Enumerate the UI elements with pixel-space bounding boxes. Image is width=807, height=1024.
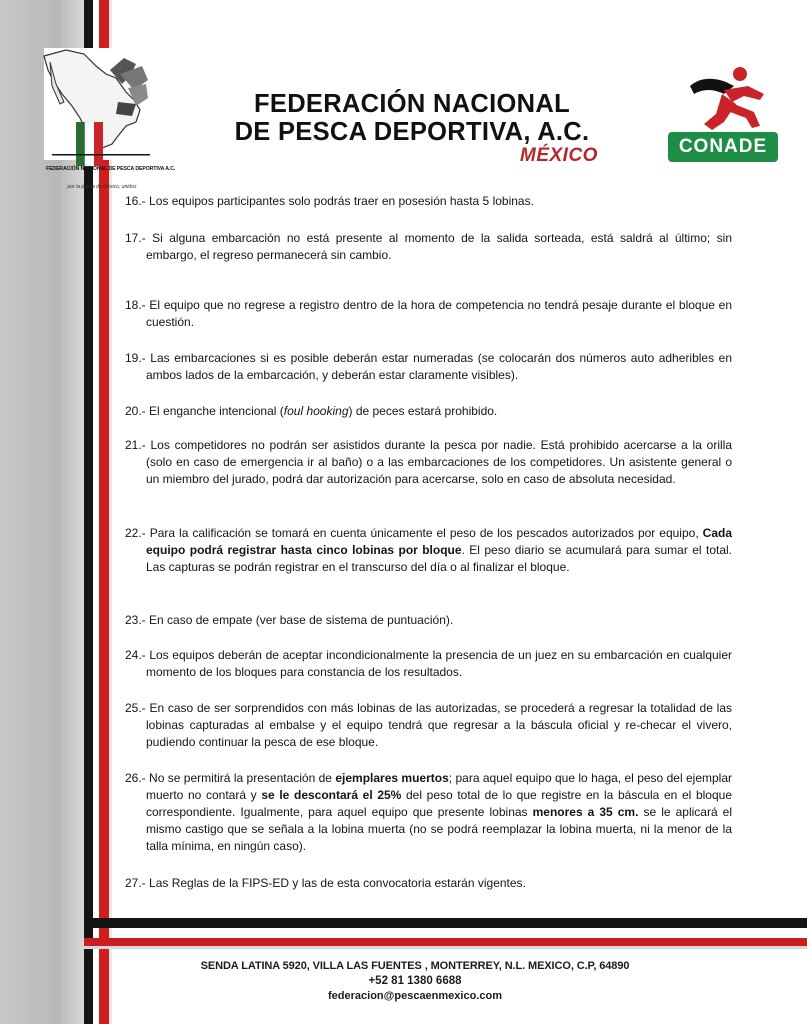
rule-23 [125,612,732,629]
rule-text: En caso de ser sorprendidos con más lobinas de las autorizadas, se procederá a regresar la totalidad de las lobinas capturadas al embalse y el equipo tendrá que regresar a la báscula oficial y re-checar el vivero, pudiendo continuar la pesca de ese bloque. [146,701,732,749]
rule-text: El equipo que no regrese a registro dentro de la hora de competencia no tendrá pesaje durante el bloque en cuestión. [146,298,733,329]
bottom-red-stripe [84,938,807,946]
conade-logo [664,64,780,168]
rule-text: Si alguna embarcación no está presente al momento de la salida sorteada, está saldrá al último; sin embargo, el regreso permanecerá sin cambio. [146,231,733,262]
rule-number: 16.- [125,194,150,208]
page-title [192,90,632,146]
rule-20 [125,403,732,420]
title-line-2: DE PESCA DEPORTIVA, A.C. [234,118,590,146]
rule-16 [125,193,732,210]
footer-email: federacion@pescaenmexico.com [328,990,502,1002]
rule-text: Los equipos participantes solo podrás traer en posesión hasta 5 lobinas. [149,194,534,208]
rule-text: El enganche intencional ( [149,404,284,418]
rule-17 [125,230,733,264]
rule-27 [125,875,732,892]
rule-number: 18.- [125,298,150,312]
rule-number: 20.- [125,404,150,418]
rule-number: 21.- [125,438,151,452]
rule-number: 17.- [125,231,153,245]
footer-phone: +52 81 1380 6688 [368,975,462,987]
rule-25 [125,700,732,751]
rule-26 [125,770,733,855]
rule-22 [125,525,733,576]
title-country: MÉXICO [520,145,598,166]
rule-text: Los equipos deberán de aceptar incondicionalmente la presencia de un juez en su embarcación en cualquier momento de los bloques para constancia de los resultados. [146,648,733,679]
rule-24 [125,647,733,681]
rule-number: 24.- [125,648,150,662]
federation-logo-motto: por la pesca de México, unidos [67,184,137,190]
rule-text-italic: foul hooking [283,404,349,418]
rule-21 [125,437,732,488]
rule-text: ) de peces estará prohibido. [348,404,498,418]
rule-number: 22.- [125,526,150,540]
rule-text: . El peso diario se acumulará para sumar el total. Las capturas se podrán registrar en el transcurso del día o al finalizar el bloque. [146,543,733,574]
rule-text: En caso de empate (ver base de sistema de puntuación). [149,613,454,627]
rule-text: se le aplicará el mismo castigo que se señala a la lobina muerta (no se podrá reemplazar la lobina muerta, ni la menor de la talla mínima, en ningún caso). [146,805,732,853]
conade-label: CONADE [668,132,778,162]
rule-text-bold: se le descontará el 25% [261,788,402,802]
rule-text: Las Reglas de la FIPS-ED y las de esta convocatoria estarán vigentes. [149,876,526,890]
rule-number: 23.- [125,613,150,627]
federation-logo-text: FEDERACIÓN NACIONAL DE PESCA DEPORTIVA A.C. [46,166,176,172]
rule-text-bold: menores a 35 cm. [532,805,639,819]
rule-text-bold: ejemplares muertos [335,771,449,785]
rule-text: ; para aquel equipo que lo haga, el peso del ejemplar muerto no contará y [146,771,733,802]
rule-number: 27.- [125,876,150,890]
rule-text: No se permitirá la presentación de [149,771,336,785]
bottom-black-stripe [84,918,807,928]
rule-text: Los competidores no podrán ser asistidos durante la pesca por nadie. Está prohibido acercarse a la orilla (solo en caso de emergencia ir al baño) o a las embarcaciones de los competidores. Un asistente general o un miembro del jurado, podrá dar autorización para acercarse, solo en caso de absoluta necesidad. [146,438,732,486]
federation-logo [36,44,176,194]
rule-text: del peso total de lo que registre en la báscula en el bloque correspondiente. Igualmente, para aquel equipo que presente lobinas [146,788,732,819]
rule-number: 25.- [125,701,150,715]
rule-text-bold: Cada equipo podrá registrar hasta cinco lobinas por bloque [146,526,732,557]
title-line-1: FEDERACIÓN NACIONAL [254,90,570,118]
bottom-gray-stripe [84,946,807,949]
rule-number: 26.- [125,771,150,785]
rule-text: Las embarcaciones si es posible deberán estar numeradas (se colocarán dos números auto adheribles en ambos lados de la embarcación, y deberán estar claramente visibles). [146,351,733,382]
rule-number: 19.- [125,351,151,365]
footer-address: SENDA LATINA 5920, VILLA LAS FUENTES , MONTERREY, N.L. MEXICO, C.P, 64890 [200,960,630,972]
rule-19 [125,350,733,384]
rule-text: Para la calificación se tomará en cuenta únicamente el peso de los pescados autorizados por equipo, [149,526,703,540]
rule-18 [125,297,733,331]
runner-icon [664,64,780,134]
